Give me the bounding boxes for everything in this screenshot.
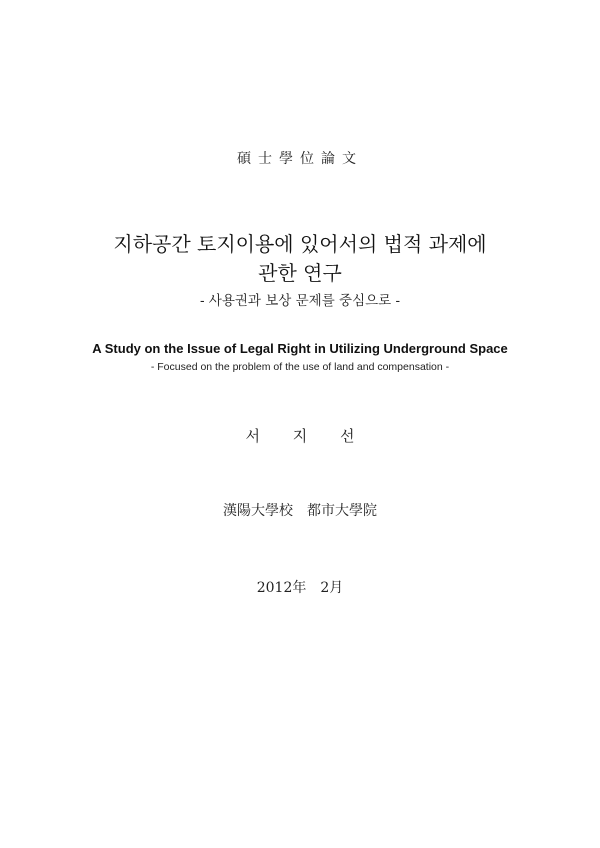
submission-date: 2012年 2月 [256,580,344,596]
thesis-subtitle-korean: - 사용권과 보상 문제를 중심으로 - [199,293,401,309]
thesis-subtitle-english: - Focused on the problem of the use of land and compensation - [150,361,450,373]
thesis-title-line-2: 관한 연구 [258,261,342,285]
degree-label: 碩士學位論文 [237,151,363,167]
thesis-title-line-1: 지하공간 토지이용에 있어서의 법적 과제에 [113,232,487,256]
university-name: 漢陽大學校 都市大學院 [223,503,377,519]
thesis-title-english: A Study on the Issue of Legal Right in Utilizing Underground Space [92,341,508,356]
author-name: 서 지 선 [245,427,369,445]
